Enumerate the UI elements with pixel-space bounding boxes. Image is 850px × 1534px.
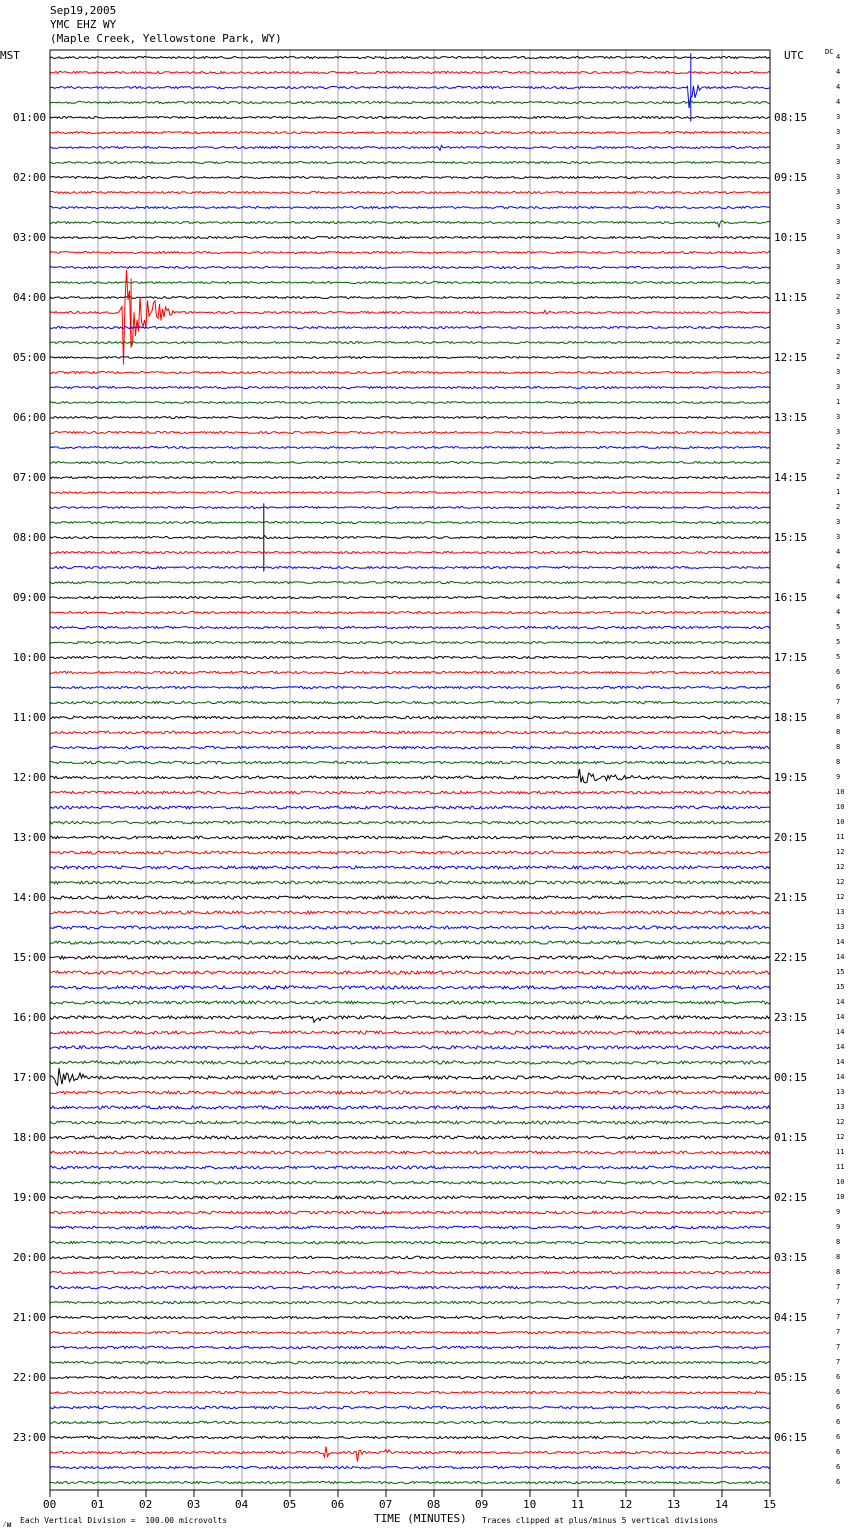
utc-time-label: 09:15 <box>774 170 808 184</box>
trace-line-88 <box>50 1376 770 1378</box>
dc-offset-value: 10 <box>836 1192 845 1201</box>
trace-group <box>50 53 770 1483</box>
trace-line-30 <box>50 507 770 509</box>
dc-offset-value: 5 <box>836 637 841 646</box>
dc-offset-value: 14 <box>836 1042 845 1051</box>
trace-line-49 <box>50 791 770 794</box>
dc-offset-value: 2 <box>836 502 841 511</box>
dc-offset-value: 3 <box>836 262 841 271</box>
dc-offset-value: 10 <box>836 817 845 826</box>
trace-line-6 <box>50 145 770 150</box>
utc-time-label: 17:15 <box>774 650 808 664</box>
dc-offset-value: 12 <box>836 877 845 886</box>
dc-offset-value: 10 <box>836 787 845 796</box>
trace-line-34 <box>50 566 770 568</box>
trace-line-15 <box>50 282 770 284</box>
trace-line-95 <box>50 1481 770 1483</box>
utc-time-label: 04:15 <box>774 1310 808 1324</box>
trace-line-94 <box>50 1466 770 1468</box>
trace-line-65 <box>50 1031 770 1034</box>
x-tick-label: 14 <box>715 1498 729 1511</box>
trace-line-25 <box>50 432 770 434</box>
trace-line-37 <box>50 611 770 613</box>
trace-line-26 <box>50 447 770 449</box>
mst-time-label: 10:00 <box>13 650 47 664</box>
dc-offset-value: 2 <box>836 442 841 451</box>
utc-time-label: 18:15 <box>774 710 808 724</box>
trace-line-41 <box>50 671 770 673</box>
dc-offset-value: 15 <box>836 967 845 976</box>
dc-offset-value: 14 <box>836 1057 845 1066</box>
dc-offset-value: 11 <box>836 1147 845 1156</box>
dc-offset-value: 3 <box>836 322 841 331</box>
trace-line-31 <box>50 522 770 524</box>
trace-line-16 <box>50 297 770 299</box>
trace-line-18 <box>50 327 770 329</box>
dc-offset-value: 9 <box>836 772 841 781</box>
left-timezone-label: MST <box>0 49 20 62</box>
x-tick-label: 08 <box>427 1498 441 1511</box>
dc-offset-value: 10 <box>836 1177 845 1186</box>
trace-line-70 <box>50 1106 770 1109</box>
dc-offset-value: 1 <box>836 487 841 496</box>
trace-line-14 <box>50 267 770 269</box>
trace-line-81 <box>50 1271 770 1274</box>
trace-line-71 <box>50 1121 770 1124</box>
dc-offset-value: 3 <box>836 217 841 226</box>
dc-offset-value: 5 <box>836 622 841 631</box>
mst-time-label: 23:00 <box>13 1430 47 1444</box>
trace-line-84 <box>50 1316 770 1318</box>
trace-line-45 <box>50 731 770 734</box>
dc-offset-value: 9 <box>836 1207 841 1216</box>
dc-offset-value: 7 <box>836 1357 841 1366</box>
x-axis-ticks <box>50 1490 770 1497</box>
x-tick-label: 04 <box>235 1498 249 1511</box>
trace-line-20 <box>50 357 770 359</box>
trace-line-79 <box>50 1241 770 1244</box>
mst-time-label: 13:00 <box>13 830 47 844</box>
x-tick-label: 10 <box>523 1498 537 1511</box>
trace-line-0 <box>50 56 770 58</box>
dc-offset-value: 6 <box>836 667 841 676</box>
right-timezone-label: UTC <box>784 49 804 62</box>
dc-offset-value: 6 <box>836 1462 841 1471</box>
trace-line-38 <box>50 626 770 628</box>
x-tick-label: 05 <box>283 1498 297 1511</box>
trace-line-83 <box>50 1301 770 1303</box>
dc-offset-value: 3 <box>836 172 841 181</box>
trace-line-3 <box>50 101 770 103</box>
dc-offset-value: 11 <box>836 1162 845 1171</box>
trace-line-19 <box>50 342 770 344</box>
trace-line-24 <box>50 417 770 419</box>
trace-line-9 <box>50 192 770 194</box>
dc-offset-value: 4 <box>836 562 841 571</box>
dc-offset-value: 3 <box>836 142 841 151</box>
trace-line-53 <box>50 851 770 854</box>
dc-offset-value: 4 <box>836 577 841 586</box>
utc-time-label: 13:15 <box>774 410 808 424</box>
dc-offset-value: 14 <box>836 1012 845 1021</box>
utc-time-label: 19:15 <box>774 770 808 784</box>
dc-offset-value: 5 <box>836 652 841 661</box>
dc-offset-value: 8 <box>836 1252 841 1261</box>
dc-offset-value: 3 <box>836 202 841 211</box>
trace-line-35 <box>50 581 770 583</box>
dc-offset-value: 7 <box>836 697 841 706</box>
dc-offset-value: 12 <box>836 1132 845 1141</box>
trace-line-21 <box>50 372 770 374</box>
dc-offset-value: 4 <box>836 67 841 76</box>
x-axis-title: TIME (MINUTES) <box>374 1512 467 1525</box>
trace-line-89 <box>50 1391 770 1393</box>
mst-time-label: 20:00 <box>13 1250 47 1264</box>
mst-time-label: 04:00 <box>13 290 47 304</box>
dc-offset-value: 3 <box>836 232 841 241</box>
trace-line-13 <box>50 252 770 254</box>
dc-offset-value: 8 <box>836 727 841 736</box>
dc-offset-value: 4 <box>836 82 841 91</box>
mst-time-label: 18:00 <box>13 1130 47 1144</box>
trace-line-4 <box>50 117 770 119</box>
trace-line-51 <box>50 821 770 824</box>
station-code: YMC EHZ WY <box>50 18 117 31</box>
utc-time-label: 12:15 <box>774 350 808 364</box>
mst-time-label: 11:00 <box>13 710 47 724</box>
trace-line-68 <box>50 1068 770 1085</box>
trace-line-72 <box>50 1136 770 1139</box>
trace-line-76 <box>50 1196 770 1199</box>
dc-offset-value: 2 <box>836 472 841 481</box>
trace-line-91 <box>50 1421 770 1423</box>
dc-offset-value: 3 <box>836 127 841 136</box>
utc-time-label: 16:15 <box>774 590 808 604</box>
mst-time-label: 03:00 <box>13 230 47 244</box>
mst-time-label: 01:00 <box>13 110 47 124</box>
trace-line-80 <box>50 1256 770 1259</box>
dc-offset-value: 6 <box>836 1432 841 1441</box>
trace-line-46 <box>50 746 770 749</box>
dc-offset-value: 4 <box>836 52 841 61</box>
mst-time-label: 12:00 <box>13 770 47 784</box>
trace-line-22 <box>50 387 770 389</box>
trace-line-60 <box>50 956 770 959</box>
trace-line-66 <box>50 1046 770 1049</box>
trace-line-64 <box>50 1016 770 1023</box>
dc-offset-value: 10 <box>836 802 845 811</box>
dc-offset-value: 12 <box>836 862 845 871</box>
dc-offset-value: 2 <box>836 337 841 346</box>
utc-time-label: 20:15 <box>774 830 808 844</box>
dc-offset-value: 14 <box>836 952 845 961</box>
x-tick-label: 13 <box>667 1498 681 1511</box>
trace-line-7 <box>50 162 770 164</box>
trace-line-8 <box>50 177 770 179</box>
trace-line-28 <box>50 477 770 479</box>
x-tick-label: 00 <box>43 1498 57 1511</box>
trace-line-10 <box>50 207 770 209</box>
dc-offset-value: 11 <box>836 832 845 841</box>
utc-time-label: 01:15 <box>774 1130 808 1144</box>
mst-time-label: 15:00 <box>13 950 47 964</box>
trace-line-52 <box>50 836 770 839</box>
utc-time-label: 14:15 <box>774 470 808 484</box>
utc-time-label: 15:15 <box>774 530 808 544</box>
trace-line-43 <box>50 701 770 703</box>
trace-line-92 <box>50 1436 770 1438</box>
utc-time-label: 22:15 <box>774 950 808 964</box>
dc-offset-value: 6 <box>836 1447 841 1456</box>
minute-grid <box>98 50 722 1490</box>
trace-line-73 <box>50 1151 770 1154</box>
x-tick-label: 11 <box>571 1498 585 1511</box>
dc-offset-value: 6 <box>836 1477 841 1486</box>
dc-offset-value: 6 <box>836 1417 841 1426</box>
dc-offset-value: 13 <box>836 1087 845 1096</box>
dc-offset-value: 1 <box>836 397 841 406</box>
trace-line-58 <box>50 926 770 929</box>
trace-line-93 <box>50 1447 770 1462</box>
dc-offset-value: 14 <box>836 1072 845 1081</box>
mst-time-label: 02:00 <box>13 170 47 184</box>
x-tick-label: 15 <box>763 1498 777 1511</box>
trace-line-33 <box>50 551 770 553</box>
dc-offset-value: 13 <box>836 907 845 916</box>
station-location: (Maple Creek, Yellowstone Park, WY) <box>50 32 282 45</box>
clip-note: Traces clipped at plus/minus 5 vertical divisions <box>482 1516 719 1525</box>
trace-line-62 <box>50 986 770 989</box>
mst-time-label: 08:00 <box>13 530 47 544</box>
x-tick-label: 03 <box>187 1498 201 1511</box>
dc-offset-value: 15 <box>836 982 845 991</box>
dc-offset-value: 14 <box>836 937 845 946</box>
dc-offset-value: 8 <box>836 1267 841 1276</box>
dc-offset-value: 3 <box>836 247 841 256</box>
dc-offset-value: 3 <box>836 307 841 316</box>
dc-offset-value: 3 <box>836 277 841 286</box>
dc-offset-value: 3 <box>836 382 841 391</box>
mst-time-label: 05:00 <box>13 350 47 364</box>
dc-offset-value: 4 <box>836 607 841 616</box>
trace-line-32 <box>50 503 770 571</box>
dc-offset-value: 12 <box>836 847 845 856</box>
utc-time-label: 08:15 <box>774 110 808 124</box>
dc-offset-value: 8 <box>836 742 841 751</box>
dc-offset-value: 4 <box>836 547 841 556</box>
trace-line-42 <box>50 686 770 688</box>
trace-line-50 <box>50 806 770 809</box>
utc-time-label: 23:15 <box>774 1010 808 1024</box>
trace-line-90 <box>50 1406 770 1408</box>
dc-offset-value: 4 <box>836 592 841 601</box>
utc-time-label: 21:15 <box>774 890 808 904</box>
trace-line-39 <box>50 641 770 643</box>
trace-line-57 <box>50 911 770 914</box>
dc-offset-value: 7 <box>836 1312 841 1321</box>
trace-line-54 <box>50 866 770 869</box>
trace-line-61 <box>50 971 770 974</box>
trace-line-27 <box>50 462 770 464</box>
plot-frame <box>50 50 770 1490</box>
dc-offset-value: 2 <box>836 457 841 466</box>
dc-offset-value: 3 <box>836 187 841 196</box>
dc-offset-value: 12 <box>836 1117 845 1126</box>
trace-line-82 <box>50 1286 770 1288</box>
dc-offset-value: 2 <box>836 292 841 301</box>
dc-column-label: DC <box>825 48 834 56</box>
dc-offset-value: 12 <box>836 892 845 901</box>
utc-time-label: 00:15 <box>774 1070 808 1084</box>
dc-offset-value: 8 <box>836 1237 841 1246</box>
dc-offset-value: 14 <box>836 1027 845 1036</box>
trace-line-74 <box>50 1166 770 1169</box>
trace-line-47 <box>50 761 770 764</box>
dc-offset-value: 4 <box>836 97 841 106</box>
trace-line-67 <box>50 1061 770 1064</box>
dc-offset-value: 3 <box>836 427 841 436</box>
dc-offset-value: 8 <box>836 757 841 766</box>
dc-offset-value: 2 <box>836 352 841 361</box>
mst-time-label: 22:00 <box>13 1370 47 1384</box>
dc-offset-value: 6 <box>836 1372 841 1381</box>
trace-line-78 <box>50 1226 770 1229</box>
trace-line-86 <box>50 1346 770 1348</box>
trace-line-63 <box>50 1001 770 1004</box>
dc-offset-value: 6 <box>836 682 841 691</box>
dc-offset-value: 8 <box>836 712 841 721</box>
mst-time-label: 09:00 <box>13 590 47 604</box>
dc-offset-value: 3 <box>836 412 841 421</box>
dc-offset-value: 9 <box>836 1222 841 1231</box>
x-tick-label: 06 <box>331 1498 345 1511</box>
dc-offset-value: 3 <box>836 367 841 376</box>
utc-time-label: 05:15 <box>774 1370 808 1384</box>
trace-line-69 <box>50 1091 770 1094</box>
trace-line-40 <box>50 656 770 658</box>
mst-time-label: 07:00 <box>13 470 47 484</box>
x-tick-label: 12 <box>619 1498 633 1511</box>
dc-offset-value: 3 <box>836 517 841 526</box>
utc-time-label: 10:15 <box>774 230 808 244</box>
trace-line-55 <box>50 881 770 884</box>
trace-line-48 <box>50 769 770 783</box>
dc-offset-value: 3 <box>836 112 841 121</box>
trace-line-23 <box>50 402 770 404</box>
utc-time-label: 02:15 <box>774 1190 808 1204</box>
trace-line-44 <box>50 716 770 719</box>
dc-offset-value: 7 <box>836 1297 841 1306</box>
record-date: Sep19,2005 <box>50 4 117 17</box>
mst-time-label: 06:00 <box>13 410 47 424</box>
mst-time-label: 14:00 <box>13 890 47 904</box>
dc-offset-value: 7 <box>836 1342 841 1351</box>
mst-time-label: 21:00 <box>13 1310 47 1324</box>
trace-line-5 <box>50 132 770 134</box>
dc-offset-value: 14 <box>836 997 845 1006</box>
trace-line-1 <box>50 71 770 73</box>
trace-line-77 <box>50 1211 770 1214</box>
trace-line-75 <box>50 1181 770 1184</box>
mst-time-label: 16:00 <box>13 1010 47 1024</box>
corner-mark: ⁄ᴍ <box>2 1520 12 1529</box>
trace-line-11 <box>50 221 770 227</box>
x-tick-label: 01 <box>91 1498 105 1511</box>
utc-time-label: 06:15 <box>774 1430 808 1444</box>
dc-offset-value: 3 <box>836 532 841 541</box>
mst-time-label: 19:00 <box>13 1190 47 1204</box>
utc-time-label: 11:15 <box>774 290 808 304</box>
x-tick-label: 07 <box>379 1498 393 1511</box>
trace-line-2 <box>50 53 770 121</box>
trace-line-85 <box>50 1331 770 1333</box>
dc-offset-value: 7 <box>836 1327 841 1336</box>
dc-offset-value: 6 <box>836 1402 841 1411</box>
scale-note: Each Vertical Division = 100.00 microvolts <box>20 1516 228 1525</box>
utc-time-label: 03:15 <box>774 1250 808 1264</box>
dc-offset-value: 6 <box>836 1387 841 1396</box>
trace-line-56 <box>50 896 770 899</box>
trace-line-36 <box>50 596 770 598</box>
dc-offset-value: 3 <box>836 157 841 166</box>
dc-offset-value: 13 <box>836 922 845 931</box>
trace-line-59 <box>50 941 770 944</box>
trace-line-12 <box>50 237 770 239</box>
x-tick-label: 09 <box>475 1498 489 1511</box>
dc-offset-value: 7 <box>836 1282 841 1291</box>
trace-line-29 <box>50 492 770 494</box>
trace-line-87 <box>50 1361 770 1363</box>
x-tick-label: 02 <box>139 1498 153 1511</box>
mst-time-label: 17:00 <box>13 1070 47 1084</box>
dc-offset-value: 13 <box>836 1102 845 1111</box>
